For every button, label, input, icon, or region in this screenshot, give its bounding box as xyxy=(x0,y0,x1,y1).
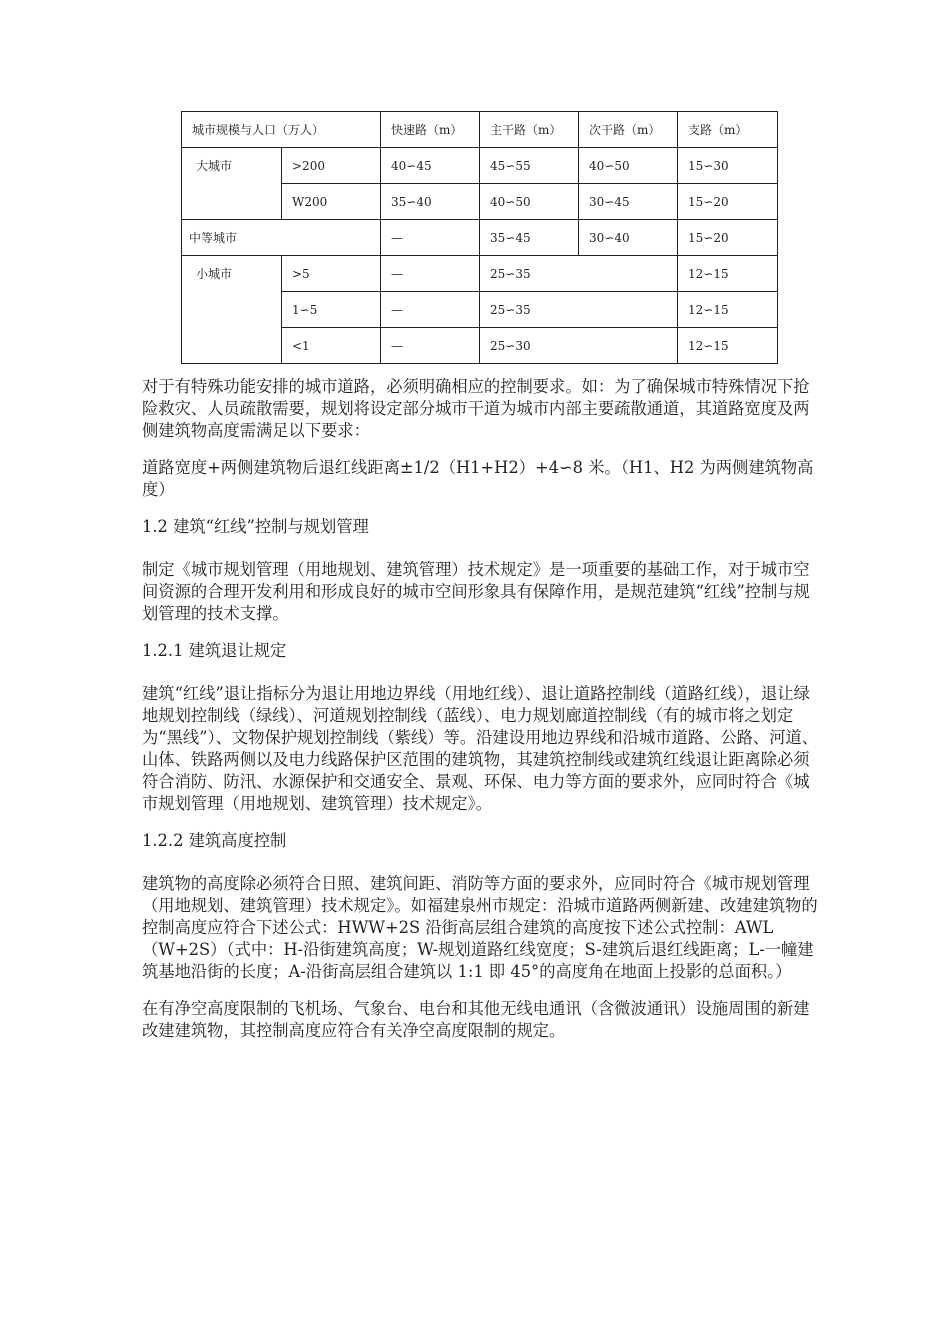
section-heading-1-2: 1.2 建筑“红线”控制与规划管理 xyxy=(142,517,369,536)
paragraph-technical-regulations: 制定《城市规划管理（用地规划、建筑管理）技术规定》是一项重要的基础工作，对于城市空间资源的合理开发利用和形成良好的城市空间形象具有保障作用，是规范建筑“红线”控制与规划管理的技术支撑。 xyxy=(142,560,810,623)
table-cell: 40∽50 xyxy=(579,148,678,184)
header-city-scale: 城市规模与人口（万人） xyxy=(182,112,381,148)
table-cell: 40∽45 xyxy=(381,148,480,184)
table-cell: — xyxy=(381,292,480,328)
table-cell: 12∽15 xyxy=(678,292,778,328)
header-branch: 支路（m） xyxy=(678,112,778,148)
road-width-table xyxy=(181,111,778,364)
table-cell: 12∽15 xyxy=(678,328,778,364)
table-row xyxy=(182,256,778,292)
header-arterial: 主干路（m） xyxy=(480,112,579,148)
table-header-row xyxy=(182,112,778,148)
paragraph-clearance-limits: 在有净空高度限制的飞机场、气象台、电台和其他无线电通讯（含微波通讯）设施周围的新建改建建筑物，其控制高度应符合有关净空高度限制的规定。 xyxy=(142,999,810,1040)
header-secondary: 次干路（m） xyxy=(579,112,678,148)
paragraph-setback-rules: 建筑“红线”退让指标分为退让用地边界线（用地红线）、退让道路控制线（道路红线），退让绿地规划控制线（绿线）、河道规划控制线（蓝线）、电力规划廊道控制线（有的城市将之划定为“黑线”）、文物保护规划控制线（紫线）等。沿建设用地边界线和沿城市道路、公路、河道、山体、铁路两侧以及电力线路保护区范围的建筑物，其建筑控制线或建筑红线退让距离除必须符合消防、防汛、水源保护和交通安全、景观、环保、电力等方面的要求外，应同时符合《城市规划管理（用地规划、建筑管理）技术规定》。 xyxy=(142,684,819,813)
table-cell: 15∽20 xyxy=(678,220,778,256)
table-cell: 12∽15 xyxy=(678,256,778,292)
document-body xyxy=(142,376,822,1057)
table-cell: — xyxy=(381,328,480,364)
paragraph-road-width-formula: 道路宽度+两侧建筑物后退红线距离±1/2（H1+H2）+4∽8 米。（H1、H2 为两侧建筑物高度） xyxy=(142,458,814,499)
row-label-small-city: 小城市 xyxy=(182,256,282,364)
table-cell: 30∽45 xyxy=(579,184,678,220)
table-cell: 25∽30 xyxy=(480,328,678,364)
table-cell: — xyxy=(381,220,480,256)
table-cell: 35∽45 xyxy=(480,220,579,256)
table-cell: — xyxy=(381,256,480,292)
table-cell: >5 xyxy=(282,256,381,292)
table-cell: 15∽20 xyxy=(678,184,778,220)
table-cell: 45∽55 xyxy=(480,148,579,184)
table-cell: 25∽35 xyxy=(480,292,678,328)
table-row xyxy=(182,220,778,256)
header-expressway: 快速路（m） xyxy=(381,112,480,148)
table-cell: >200 xyxy=(282,148,381,184)
section-heading-1-2-1: 1.2.1 建筑退让规定 xyxy=(142,641,287,660)
table-cell: 40∽50 xyxy=(480,184,579,220)
paragraph-evacuation-requirements: 对于有特殊功能安排的城市道路，必须明确相应的控制要求。如：为了确保城市特殊情况下抢险救灾、人员疏散需要，规划将设定部分城市干道为城市内部主要疏散通道，其道路宽度及两侧建筑物高度需满足以下要求： xyxy=(142,377,810,440)
table-cell: 30∽40 xyxy=(579,220,678,256)
row-label-big-city: 大城市 xyxy=(182,148,282,220)
table-cell: W200 xyxy=(282,184,381,220)
paragraph-height-control: 建筑物的高度除必须符合日照、建筑间距、消防等方面的要求外，应同时符合《城市规划管理（用地规划、建筑管理）技术规定》。如福建泉州市规定：沿城市道路两侧新建、改建建筑物的控制高度应符合下述公式：HWW+2S 沿街高层组合建筑的高度按下述公式控制：AWL（W+2S）（式中：H-沿街建筑高度；W-规划道路红线宽度；S-建筑后退红线距离；L-一幢建筑基地沿街的长度；A-沿街高层组合建筑以 1:1 即 45°的高度角在地面上投影的总面积。） xyxy=(142,874,818,981)
table-cell: 35∽40 xyxy=(381,184,480,220)
table-cell: 15∽30 xyxy=(678,148,778,184)
row-label-mid-city: 中等城市 xyxy=(182,220,381,256)
section-heading-1-2-2: 1.2.2 建筑高度控制 xyxy=(142,831,287,850)
table-cell: 1∽5 xyxy=(282,292,381,328)
table-cell: <1 xyxy=(282,328,381,364)
table-cell: 25∽35 xyxy=(480,256,678,292)
table-row xyxy=(182,148,778,184)
